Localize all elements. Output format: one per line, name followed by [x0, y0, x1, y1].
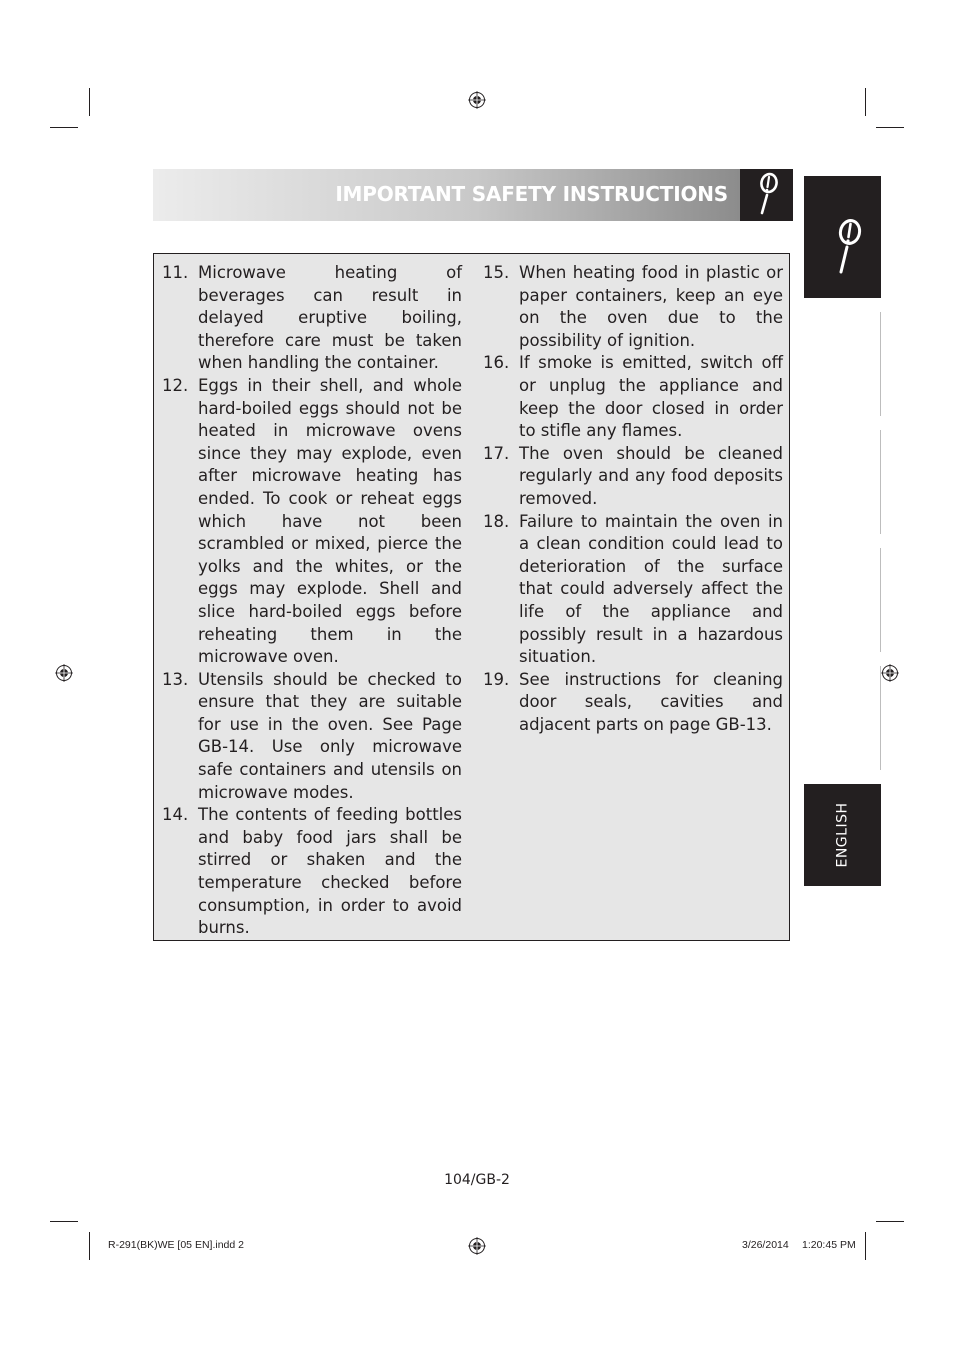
side-divider	[880, 666, 881, 770]
item-number: 16.	[483, 353, 510, 373]
item-text: Microwave heating of beverages can result in delayed eruptive boiling, therefore care must be taken when handling the container.	[198, 263, 462, 373]
list-item	[162, 375, 462, 669]
side-divider	[880, 430, 881, 534]
item-number: 14.	[162, 805, 189, 825]
crop-mark	[50, 127, 78, 128]
item-number: 19.	[483, 669, 510, 689]
item-text: The contents of feeding bottles and baby food jars shall be stirred or shaken and the temperature checked before consumption, in order to avoid burns.	[198, 805, 462, 938]
crop-mark	[865, 1232, 866, 1260]
item-number: 17.	[483, 443, 510, 463]
crop-mark	[865, 88, 866, 116]
item-number: 12.	[162, 375, 189, 395]
header-banner	[153, 169, 740, 221]
page-title: IMPORTANT SAFETY INSTRUCTIONS	[335, 182, 728, 206]
header-icon-box	[740, 169, 793, 221]
item-number: 11.	[162, 263, 189, 282]
item-number: 15.	[483, 263, 510, 282]
list-item	[483, 669, 783, 737]
crop-mark	[50, 1221, 78, 1222]
item-text: The oven should be cleaned regularly and any food deposits removed.	[519, 443, 783, 508]
list-item	[162, 804, 462, 940]
crop-mark	[876, 127, 904, 128]
list-item	[483, 443, 783, 511]
item-text: Failure to maintain the oven in a clean condition could lead to deterioration of the surface that could adversely affect the life of the appliance and possibly result in a hazardous situation.	[519, 511, 783, 667]
item-text: If smoke is emitted, switch off or unplug the appliance and keep the door closed in order to stifle any flames.	[519, 353, 783, 441]
registration-mark-icon	[468, 1237, 486, 1255]
side-divider	[880, 548, 881, 652]
side-divider	[880, 312, 881, 416]
crop-mark	[89, 1232, 90, 1260]
instructions-column-left	[162, 262, 462, 940]
registration-mark-icon	[468, 91, 486, 109]
list-item	[483, 511, 783, 669]
registration-mark-icon	[881, 664, 899, 682]
print-date: 3/26/2014	[742, 1239, 789, 1251]
instructions-column-right	[483, 262, 783, 736]
warning-exclamation-icon	[740, 169, 793, 221]
page-number: 104/GB-2	[444, 1172, 510, 1188]
list-item	[483, 352, 783, 442]
instructions-box	[153, 253, 790, 941]
item-number: 18.	[483, 511, 510, 531]
item-text: Eggs in their shell, and whole hard-boiled eggs should not be heated in microwave ovens since they may explode, even after microwave heating has ended. To cook or reheat eggs which have not been scrambled or mixed, pierce the yolks and the whites, or the eggs may explode. Shell and slice hard-boiled eggs before reheating them in the microwave oven.	[198, 375, 462, 667]
item-number: 13.	[162, 669, 189, 689]
crop-mark	[89, 88, 90, 116]
file-slug: R-291(BK)WE [05 EN].indd 2	[108, 1239, 244, 1251]
crop-mark	[876, 1221, 904, 1222]
item-text: When heating food in plastic or paper containers, keep an eye on the oven due to the possibility of ignition.	[519, 263, 783, 350]
item-text: See instructions for cleaning door seals, cavities and adjacent parts on page GB-13.	[519, 669, 783, 734]
item-text: Utensils should be checked to ensure that they are suitable for use in the oven. See Page GB-14. Use only microwave safe containers and utensils on microwave modes.	[198, 669, 462, 802]
language-tab-label: ENGLISH	[834, 802, 851, 868]
side-tab-icon	[804, 176, 881, 298]
language-tab-label-wrap	[804, 784, 881, 886]
print-time: 1:20:45 PM	[802, 1239, 856, 1251]
list-item	[483, 262, 783, 352]
registration-mark-icon	[55, 664, 73, 682]
list-item	[162, 669, 462, 805]
list-item	[162, 262, 462, 375]
warning-exclamation-icon	[804, 176, 881, 298]
